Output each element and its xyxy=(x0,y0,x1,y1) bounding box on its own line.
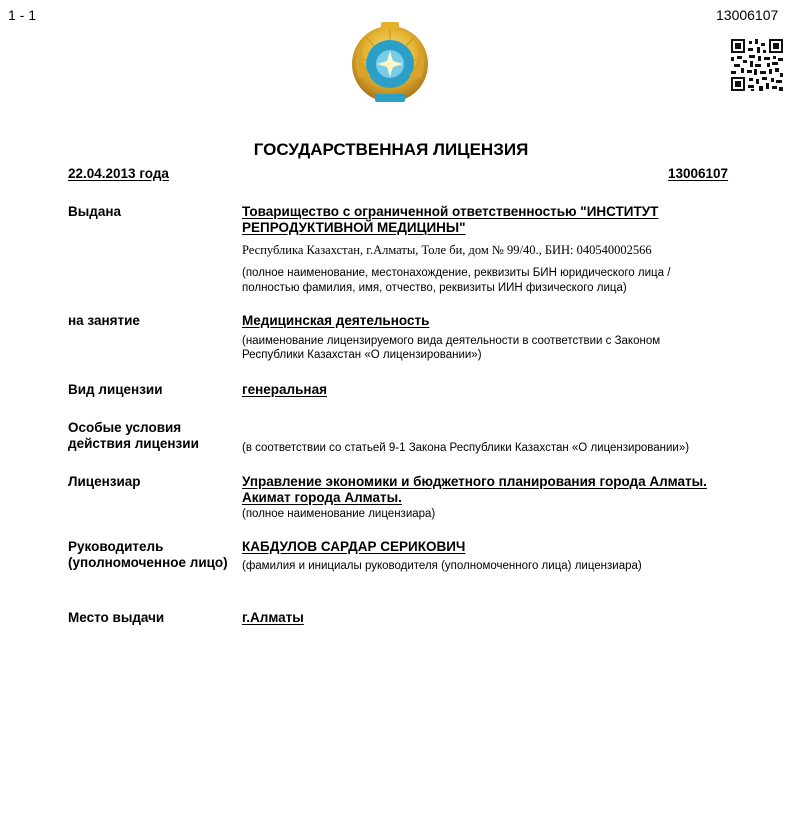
licensor-value-line1: Управление экономики и бюджетного планирования города Алматы. xyxy=(242,474,707,489)
qr-code xyxy=(731,39,783,91)
license-type-value: генеральная xyxy=(242,382,327,397)
state-emblem xyxy=(345,18,435,106)
document-title: ГОСУДАРСТВЕННАЯ ЛИЦЕНЗИЯ xyxy=(253,140,529,159)
special-conditions-note: (в соответствии со статьей 9-1 Закона Республики Казахстан «О лицензировании») xyxy=(242,442,690,454)
activity-note-line2: Республики Казахстан «О лицензировании») xyxy=(242,349,482,361)
place-value: г.Алматы xyxy=(242,610,304,625)
issued-to-address: Республика Казахстан, г.Алматы, Толе би, дом № 99/40., БИН: 040540002566 xyxy=(242,243,652,257)
licensor-label: Лицензиар xyxy=(68,474,141,489)
special-conditions-label-line2: действия лицензии xyxy=(68,436,199,451)
activity-value: Медицинская деятельность xyxy=(242,313,430,328)
issued-to-label: Выдана xyxy=(68,204,122,219)
license-type-label: Вид лицензии xyxy=(68,382,163,397)
activity-note-line1: (наименование лицензируемого вида деятельности в соответствии с Законом xyxy=(242,335,661,347)
head-note: (фамилия и инициалы руководителя (уполномоченного лица) лицензиара) xyxy=(242,560,642,572)
special-conditions-label-line1: Особые условия xyxy=(68,420,182,435)
page-counter: 1 - 1 xyxy=(8,7,37,23)
license-number: 13006107 xyxy=(668,166,729,181)
head-value: КАБДУЛОВ САРДАР СЕРИКОВИЧ xyxy=(242,539,466,554)
licensor-value-line2: Акимат города Алматы. xyxy=(242,490,402,505)
issue-date: 22.04.2013 года xyxy=(68,166,169,181)
state-emblem-icon xyxy=(345,18,435,106)
doc-number-top: 13006107 xyxy=(716,7,779,23)
issued-to-value-line2: РЕПРОДУКТИВНОЙ МЕДИЦИНЫ" xyxy=(242,220,466,235)
licensor-note: (полное наименование лицензиара) xyxy=(242,508,436,520)
issued-to-value-line1: Товарищество с ограниченной ответственностью "ИНСТИТУТ xyxy=(242,204,659,219)
issued-to-note-line1: (полное наименование, местонахождение, реквизиты БИН юридического лица / xyxy=(242,267,671,279)
qr-code-icon xyxy=(731,39,783,91)
issued-to-note-line2: полностью фамилия, имя, отчество, реквизиты ИИН физического лица) xyxy=(242,282,627,294)
place-label: Место выдачи xyxy=(68,610,165,625)
head-label-line1: Руководитель xyxy=(68,539,164,554)
head-label-line2: (уполномоченное лицо) xyxy=(68,555,228,570)
activity-label: на занятие xyxy=(68,313,140,328)
